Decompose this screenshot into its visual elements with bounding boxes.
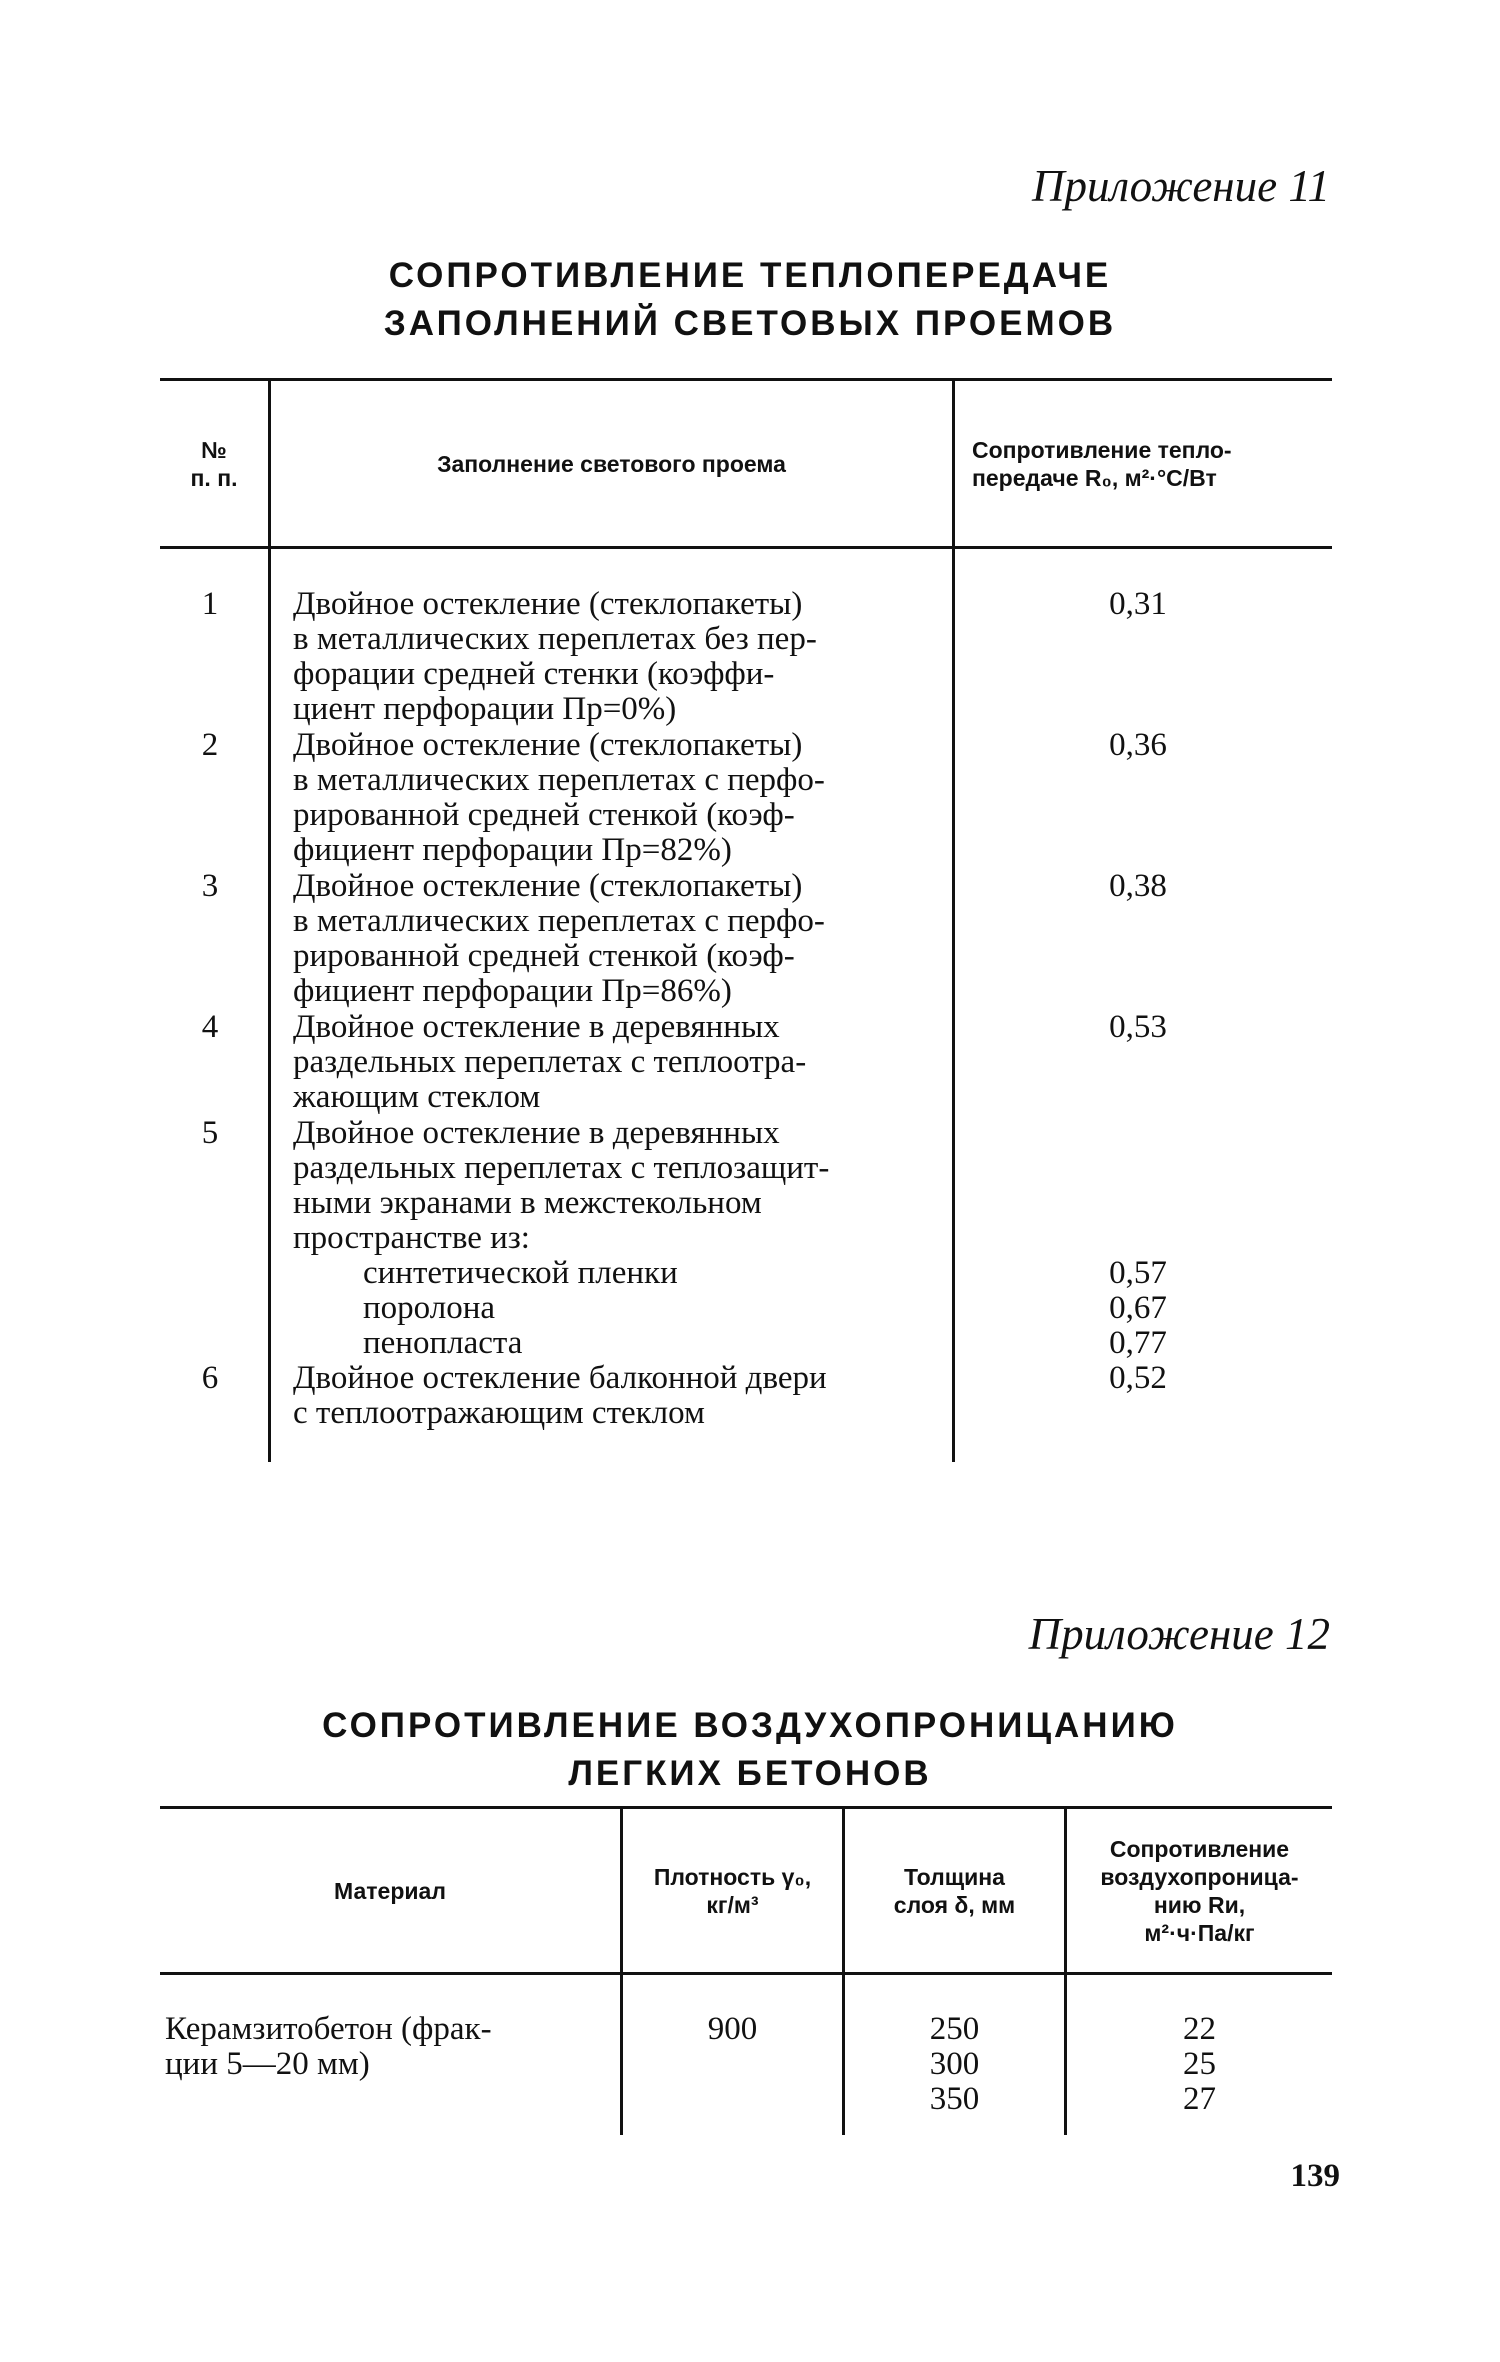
row-4-desc xyxy=(293,1010,948,1115)
row-5-sub-value: 0,57 xyxy=(1109,1255,1167,1291)
row-3-desc xyxy=(293,869,948,1009)
row-1-line: циент перфорации Пр=0%) xyxy=(293,691,677,727)
header-material-label: Материал xyxy=(334,1877,446,1904)
material-line2: ции 5—20 мм) xyxy=(165,2046,370,2082)
table-12-thickness xyxy=(845,2012,1064,2117)
table-11-col-divider xyxy=(952,381,955,546)
header-num-line1: № xyxy=(201,436,227,463)
table-12-header-material xyxy=(160,1809,620,1972)
header-res-line1: Сопротивление xyxy=(1109,1835,1290,1862)
row-2-line: Двойное остекление (стеклопакеты) xyxy=(293,727,803,763)
row-5-sub-value: 0,77 xyxy=(1109,1325,1167,1361)
table-12-col-divider xyxy=(620,1975,623,2135)
row-2-line: в металлических переплетах с перфо- xyxy=(293,762,825,798)
table-11-header-resistance xyxy=(972,381,1332,546)
thickness-value: 250 xyxy=(929,2011,980,2047)
row-1-desc xyxy=(293,587,948,727)
table-12-resistance xyxy=(1067,2012,1332,2117)
resistance-value: 27 xyxy=(1183,2081,1216,2117)
table-11-header-rule xyxy=(160,546,1332,549)
thickness-value: 350 xyxy=(929,2081,980,2117)
row-3-line: в металлических переплетах с перфо- xyxy=(293,903,825,939)
header-fill-label: Заполнение светового проема xyxy=(437,450,786,477)
row-2-num: 2 xyxy=(201,727,219,763)
row-2-desc xyxy=(293,728,948,868)
header-res-line4: м²·ч·Па/кг xyxy=(1144,1919,1255,1946)
material-line1: Керамзитобетон (фрак- xyxy=(165,2011,492,2047)
header-thickness-line1: Толщина xyxy=(904,1863,1005,1890)
row-2-line: рированной средней стенкой (коэф- xyxy=(293,797,795,833)
header-density-line1: Плотность γ₀, xyxy=(653,1863,812,1890)
row-6-line: Двойное остекление балконной двери xyxy=(293,1360,827,1396)
row-1-line: Двойное остекление (стеклопакеты) xyxy=(293,586,803,622)
row-3-value: 0,38 xyxy=(1109,868,1167,904)
table-11-header-num xyxy=(160,381,268,546)
row-1-num: 1 xyxy=(201,586,219,622)
row-6-line: с теплоотражающим стеклом xyxy=(293,1395,705,1431)
header-res-line3: нию Rи, xyxy=(1153,1891,1246,1918)
row-4-value: 0,53 xyxy=(1109,1009,1167,1045)
row-4-line: Двойное остекление в деревянных xyxy=(293,1009,780,1045)
table-12-header-density xyxy=(623,1809,842,1972)
appendix-12-title-line2: ЛЕГКИХ БЕТОНОВ xyxy=(568,1754,932,1793)
table-11-header-fill xyxy=(271,381,952,546)
page-number: 139 xyxy=(1290,2158,1340,2194)
row-1-line: форации средней стенки (коэффи- xyxy=(293,656,775,692)
thickness-value: 300 xyxy=(929,2046,980,2082)
row-1-line: в металлических переплетах без пер- xyxy=(293,621,817,657)
appendix-11-label: Приложение 11 xyxy=(1032,161,1330,211)
row-3-line: рированной средней стенкой (коэф- xyxy=(293,938,795,974)
header-res-line2: передаче R₀, м²·°C/Вт xyxy=(972,464,1217,491)
row-5-sub-value: 0,67 xyxy=(1109,1290,1167,1326)
header-num-line2: п. п. xyxy=(190,464,238,491)
row-5-line: пространстве из: xyxy=(293,1220,530,1256)
row-6-desc xyxy=(293,1361,948,1431)
row-1-value: 0,31 xyxy=(1109,586,1167,622)
row-4-line: жающим стеклом xyxy=(293,1079,541,1115)
row-3-line: Двойное остекление (стеклопакеты) xyxy=(293,868,803,904)
row-4-num: 4 xyxy=(201,1009,219,1045)
row-3-num: 3 xyxy=(201,868,219,904)
resistance-value: 25 xyxy=(1183,2046,1216,2082)
header-thickness-line2: слоя δ, мм xyxy=(893,1891,1016,1918)
row-5-line: ными экранами в межстекольном xyxy=(293,1185,762,1221)
header-res-line2: воздухопроница- xyxy=(1100,1863,1299,1890)
table-12-header-resistance xyxy=(1067,1809,1332,1972)
appendix-11-title xyxy=(160,252,1340,348)
row-5-line: раздельных переплетах с теплозащит- xyxy=(293,1150,830,1186)
row-5-line: Двойное остекление в деревянных xyxy=(293,1115,780,1151)
table-12-header-thickness xyxy=(845,1809,1064,1972)
row-5-desc xyxy=(293,1116,948,1361)
resistance-value: 22 xyxy=(1183,2011,1216,2047)
row-5-sub-label: пенопласта xyxy=(363,1325,523,1361)
row-3-line: фициент перфорации Пр=86%) xyxy=(293,973,732,1009)
row-5-num: 5 xyxy=(201,1115,219,1151)
appendix-11-title-line2: ЗАПОЛНЕНИЙ СВЕТОВЫХ ПРОЕМОВ xyxy=(383,304,1117,343)
header-density-line2: кг/м³ xyxy=(706,1891,759,1918)
appendix-12-title xyxy=(160,1702,1340,1798)
header-res-line1: Сопротивление тепло- xyxy=(972,436,1232,463)
table-11-col-divider xyxy=(268,549,271,1462)
row-5-sub-label: поролона xyxy=(363,1290,495,1326)
table-12-material xyxy=(165,2012,610,2082)
row-6-value: 0,52 xyxy=(1109,1360,1167,1396)
table-12-density: 900 xyxy=(707,2011,758,2047)
row-2-value: 0,36 xyxy=(1109,727,1167,763)
table-12-header-rule xyxy=(160,1972,1332,1975)
appendix-11-title-line1: СОПРОТИВЛЕНИЕ ТЕПЛОПЕРЕДАЧЕ xyxy=(388,256,1112,295)
appendix-12-title-line1: СОПРОТИВЛЕНИЕ ВОЗДУХОПРОНИЦАНИЮ xyxy=(322,1706,1178,1745)
row-5-sub-label: синтетической пленки xyxy=(363,1255,678,1291)
row-4-line: раздельных переплетах с теплоотра- xyxy=(293,1044,807,1080)
appendix-12-label: Приложение 12 xyxy=(1028,1609,1330,1659)
row-2-line: фициент перфорации Пр=82%) xyxy=(293,832,732,868)
row-6-num: 6 xyxy=(201,1360,219,1396)
